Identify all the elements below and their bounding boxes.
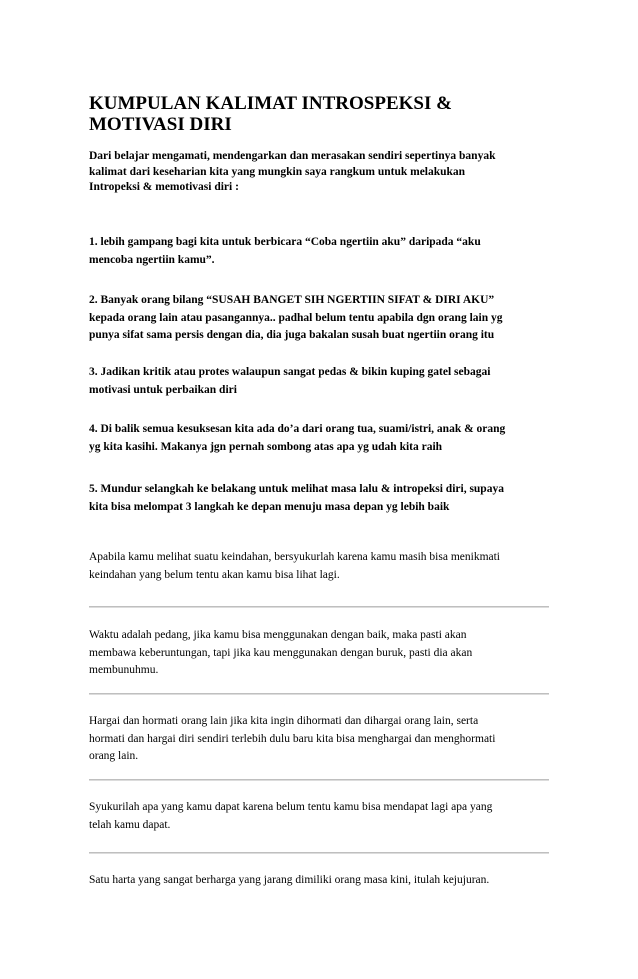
point-line: 5. Mundur selangkah ke belakang untuk melihat masa lalu & intropeksi diri, supaya [89, 483, 504, 495]
quote-line: Syukurilah apa yang kamu dapat karena belum tentu kamu bisa mendapat lagi apa yang [89, 801, 493, 813]
point-line: 3. Jadikan kritik atau protes walaupun sangat pedas & bikin kuping gatel sebagai [89, 366, 491, 378]
quote-5 [89, 872, 549, 890]
divider-line [89, 852, 549, 854]
quote-line: membunuhmu. [89, 664, 159, 676]
quote-line: Apabila kamu melihat suatu keindahan, bersyukurlah karena kamu masih bisa menikmati [89, 551, 501, 563]
intro-paragraph [89, 149, 549, 196]
point-line: yg kita kasihi. Makanya jgn pernah sombong atas apa yg udah kita raih [89, 440, 443, 453]
title-line: KUMPULAN KALIMAT INTROSPEKSI & [89, 93, 452, 114]
intro-line: kalimat dari keseharian kita yang mungkin saya rangkum untuk melakukan [89, 165, 466, 178]
point-line: kita bisa melompat 3 langkah ke depan menuju masa depan yg lebih baik [89, 500, 450, 513]
intro-line: Intropeksi & memotivasi diri : [89, 181, 239, 193]
point-1 [89, 234, 549, 269]
quote-line: hormati dan hargai diri sendiri terlebih dulu baru kita bisa menghargai dan menghormati [89, 732, 496, 745]
point-line: 2. Banyak orang bilang “SUSAH BANGET SIH NGERTIIN SIFAT & DIRI AKU” [89, 294, 495, 306]
title-line: MOTIVASI DIRI [89, 114, 232, 135]
divider-line [89, 779, 549, 781]
quote-line: telah kamu dapat. [89, 818, 171, 831]
divider-line [89, 693, 549, 695]
quote-line: Waktu adalah pedang, jika kamu bisa menggunakan dengan baik, maka pasti akan [89, 629, 467, 641]
point-5 [89, 481, 549, 516]
point-4 [89, 421, 549, 456]
point-line: motivasi untuk perbaikan diri [89, 383, 237, 396]
point-line: 4. Di balik semua kesuksesan kita ada do’a dari orang tua, suami/istri, anak & orang [89, 423, 506, 435]
point-line: punya sifat sama persis dengan dia, dia juga bakalan susah buat ngertiin orang itu [89, 329, 495, 341]
point-3 [89, 364, 549, 399]
quote-3 [89, 713, 549, 766]
quote-line: keindahan yang belum tentu akan kamu bisa lihat lagi. [89, 568, 340, 581]
quote-line: orang lain. [89, 750, 139, 762]
quote-2 [89, 627, 549, 680]
point-line: mencoba ngertiin kamu”. [89, 253, 215, 266]
divider-line [89, 606, 549, 608]
quote-1 [89, 549, 549, 584]
quote-4 [89, 799, 549, 834]
intro-line: Dari belajar mengamati, mendengarkan dan merasakan sendiri sepertinya banyak [89, 150, 496, 162]
point-2 [89, 292, 549, 345]
quote-line: Hargai dan hormati orang lain jika kita ingin dihormati dan dihargai orang lain, serta [89, 715, 479, 727]
point-line: 1. lebih gampang bagi kita untuk berbicara “Coba ngertiin aku” daripada “aku [89, 236, 481, 248]
document-title [89, 93, 549, 135]
quote-line: Satu harta yang sangat berharga yang jarang dimiliki orang masa kini, itulah kejujuran. [89, 874, 490, 886]
quote-line: membawa keberuntungan, tapi jika kau menggunakan dengan buruk, pasti dia akan [89, 646, 473, 659]
point-line: kepada orang lain atau pasangannya.. padhal belum tentu apabila dgn orang lain yg [89, 311, 503, 324]
